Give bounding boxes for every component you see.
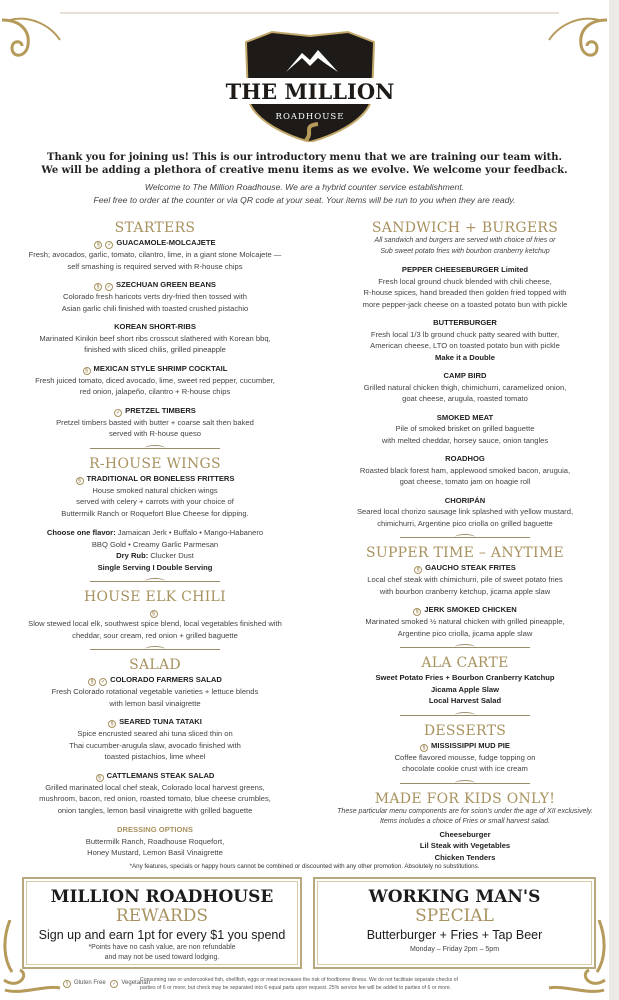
menu-column-right <box>315 220 615 863</box>
menu-item-description: served with R-house queso <box>108 429 202 438</box>
menu-item-description: more pepper-jack cheese on a toasted potato bun with pickle <box>362 299 568 309</box>
item-title: ROADHOG <box>445 454 485 463</box>
gluten-free-icon: § <box>88 678 96 686</box>
gluten-free-icon: § <box>94 283 102 291</box>
menu-item-description: Roasted black forest ham, applewood smoked bacon, aruguia, <box>359 465 571 475</box>
top-rule <box>60 12 559 14</box>
section-divider <box>400 531 530 543</box>
menu-item-description: red onion, jalapeño, cilantro + R-house chips <box>79 387 231 396</box>
item-title: TRADITIONAL OR BONELESS FRITTERS <box>86 473 235 483</box>
section-divider <box>400 777 530 789</box>
section-divider <box>90 643 220 655</box>
item-title: PEPPER CHEESEBURGER Limited <box>401 265 529 274</box>
gluten-free-icon: § <box>96 774 104 782</box>
menu-item-name <box>5 321 305 333</box>
menu-item-description: chocolate cookie crust with ice cream <box>402 764 528 773</box>
rewards-note: *Points have no cash value, are non refundable <box>88 944 236 951</box>
menu-item-description: served with celery + carrots with your choice of <box>76 497 234 506</box>
menu-item-description: Jicama Apple Slaw <box>430 684 500 694</box>
menu-item-description: These particular menu components are for scion's under the age of XII exclusively. <box>337 807 593 815</box>
vegetarian-icon: ✓ <box>106 284 112 290</box>
menu-item-description: cheddar, sour cream, red onion + grilled baguette <box>72 630 238 640</box>
item-title: SEARED TUNA TATAKI <box>119 717 202 726</box>
menu-item-description: goat cheese, arugula, roasted tomato <box>402 394 528 403</box>
special-hours: Monday – Friday 2pm – 5pm <box>409 946 500 953</box>
vegetarian-label: Vegetarian <box>121 980 151 986</box>
menu-item-description: Thai cucumber-arugula slaw, avocado finished with <box>69 740 241 750</box>
menu-item-name <box>5 279 305 291</box>
flavor-values: BBQ Gold • Creamy Garlic Parmesan <box>91 539 219 549</box>
menu-item-description: Spice encrusted seared ahi tuna sliced thin on <box>77 729 233 738</box>
item-title: COLORADO FARMERS SALAD <box>110 675 222 684</box>
logo-subtitle: ROADHOUSE <box>275 112 345 122</box>
section-divider <box>400 641 530 653</box>
menu-item-description: Seared local chorizo sausage link splashed with yellow mustard, <box>356 507 574 516</box>
vegetarian-icon: ✓ <box>100 679 106 685</box>
menu-item-description: Fresh local 1/3 lb ground chuck patty seared with butter, <box>370 329 560 339</box>
menu-item-description: Pretzel timbers basted with butter + coarse salt then baked <box>56 417 254 427</box>
menu-item-name <box>315 317 615 329</box>
menu-item-name <box>5 770 305 782</box>
rewards-title: MILLION ROADHOUSE <box>50 887 274 907</box>
gluten-free-icon: § <box>94 241 102 249</box>
section-divider <box>400 709 530 721</box>
section-heading: STARTERS <box>114 220 196 236</box>
menu-item-name <box>5 606 305 618</box>
item-title: SMOKED MEAT <box>436 412 494 422</box>
section-heading: MADE FOR KIDS ONLY! <box>374 790 556 807</box>
menu-item-description: R-house spices, hand breaded then golden fried topped with <box>363 288 567 297</box>
menu-item-description: Local Harvest Salad <box>428 696 502 705</box>
menu-item-name <box>315 495 615 507</box>
item-title: BUTTERBURGER <box>433 318 497 327</box>
menu-item-description: All sandwich and burgers are served with choice of fries or <box>374 237 556 244</box>
rewards-note: and may not be used toward lodging. <box>104 954 220 961</box>
flavor-label: Choose one flavor: <box>46 528 116 537</box>
menu-item-description: mushroom, bacon, red onion, roasted tomato, blue cheese crumbles, <box>39 794 271 803</box>
menu-item-description: Pile of smoked brisket on grilled baguette <box>395 424 535 433</box>
flavor-label: Single Serving I Double Serving <box>97 562 213 572</box>
menu-item-name <box>315 370 615 382</box>
menu-item-description: Grilled natural chicken thigh, chimichurri, caramelized onion, <box>363 382 567 392</box>
menu-item-description: Fresh Colorado rotational vegetable varieties + lettuce blends <box>51 687 259 696</box>
menu-item-description: finished with sliced chilis, grilled pineapple <box>84 345 226 354</box>
menu-item-name <box>5 716 305 728</box>
flavor-values: Jamaican Jerk • Buffalo • Mango-Habanero <box>115 528 264 537</box>
item-title: MEXICAN STYLE SHRIMP COCKTAIL <box>93 363 228 373</box>
section-heading: HOUSE ELK CHILI <box>84 589 226 605</box>
menu-item-name <box>5 363 305 375</box>
section-heading: ALA CARTE <box>421 655 509 671</box>
item-title: PRETZEL TIMBERS <box>125 405 196 415</box>
menu-item-description: Items includes a choice of Fries or small harvest salad. <box>379 818 550 825</box>
menu-item-description: toasted pistachios, lime wheel <box>104 752 206 761</box>
legal-disclaimer: Consuming raw or undercooked fish, shellfish, eggs or meat increases the risk of foodborne illness. We do not facilitate separate checks of parties of 6 or more; but check may be separated into 6 equal parts upon request. 25% service fee will be added to parties of 6 or more. <box>140 977 458 991</box>
item-title: GAUCHO STEAK FRITES <box>425 563 516 572</box>
gluten-free-icon: § <box>108 720 116 728</box>
item-title: SZECHUAN GREEN BEANS <box>116 280 216 289</box>
rewards-accent: REWARDS <box>115 906 209 926</box>
menu-item-description: Marinated smoked ½ natural chicken with grilled pineapple, <box>365 617 565 626</box>
menu-item-description: Cheeseburger <box>439 829 491 839</box>
menu-item-description: Buttermilk Ranch or Roquefort Blue Cheese for dipping. <box>61 508 249 518</box>
intro <box>0 151 609 207</box>
menu-item-description: Lil Steak with Vegetables <box>419 841 511 850</box>
vegetarian-icon: ✓ <box>107 242 112 248</box>
menu-item-description: onion tangles, lemon basil vinaigrette with grilled baguette <box>57 805 253 815</box>
menu-item-name <box>5 237 305 249</box>
menu-item-name <box>5 674 305 686</box>
menu-item-description: self smashing is required served with R-house chips <box>67 261 243 271</box>
menu-item-description: Fresh local ground chuck blended with chili cheese, <box>378 276 552 286</box>
section-divider <box>90 575 220 587</box>
gluten-free-label: Gluten Free <box>74 980 106 986</box>
item-title: MISSISSIPPI MUD PIE <box>431 740 510 750</box>
menu-item-description: Local chef steak with chimichurri, pile of sweet potato fries <box>367 575 563 584</box>
intro-line: We will be adding a plethora of creative menu items as we evolve. We welcome your feedback. <box>41 165 568 176</box>
menu-item-description: Slow stewed local elk, southwest spice blend, local vegetables finished with <box>28 619 282 628</box>
gluten-free-icon: § <box>150 610 158 618</box>
menu-item-name <box>315 562 615 574</box>
gluten-free-icon: § <box>414 566 422 574</box>
menu-item-description: with bourbon cranberry ketchup, jicama apple slaw <box>379 586 551 596</box>
menu-item-name <box>315 604 615 616</box>
flavor-options <box>5 527 305 573</box>
menu-item-description: chimichurri, Argentine pico criolla on grilled baguette <box>377 518 553 528</box>
intro-line: Thank you for joining us! This is our introductory menu that we are training our team with. <box>47 152 562 163</box>
menu-item-name <box>315 740 615 752</box>
menu-item-description: goat cheese, tomato jam on hoagie roll <box>399 477 531 486</box>
section-heading: SUPPER TIME – ANYTIME <box>365 545 565 561</box>
logo-title: THE MILLION <box>225 79 395 104</box>
menu-item-description: Coffee flavored mousse, fudge topping on <box>394 752 536 762</box>
special-accent: SPECIAL <box>415 906 494 926</box>
item-title: KOREAN SHORT-RIBS <box>114 322 196 331</box>
menu-item-description: Colorado fresh haricots verts dry-fried then tossed with <box>62 292 248 301</box>
menu-item-description: with melted cheddar, horsey sauce, onion tangles <box>381 435 549 445</box>
welcome-line: Feel free to order at the counter or via QR code at your seat. Your items will be run to you when they are ready. <box>93 195 516 205</box>
vegetarian-icon: ✓ <box>112 981 117 987</box>
gluten-free-icon: § <box>83 367 91 375</box>
section-heading: DESSERTS <box>423 722 507 739</box>
item-title: CAMP BIRD <box>443 371 487 380</box>
corner-ornament-top-right <box>539 10 609 70</box>
vegetarian-icon: ✓ <box>116 409 121 416</box>
menu-item-description: Chicken Tenders <box>434 852 496 862</box>
rewards-box <box>22 877 302 969</box>
menu-item-description: Marinated Kinikin beef short ribs crosscut slathered with Korean bbq, <box>39 333 271 343</box>
menu-item-description: with lemon basil vinaigrette <box>109 698 201 708</box>
menu-item-description: Argentine pico criolla, jicama apple slaw <box>397 628 533 638</box>
menu-item-description: House smoked natural chicken wings <box>92 485 218 495</box>
item-title: GUACAMOLE-MOLCAJETE <box>116 238 216 247</box>
menu-item-description: Buttermilk Ranch, Roadhouse Roquefort, <box>85 836 225 846</box>
menu-item-name <box>5 405 305 417</box>
rewards-tagline: Sign up and earn 1pt for every $1 you spend <box>38 928 286 942</box>
menu-item-extra: Make it a Double <box>435 352 495 362</box>
promotion-footnote: *Any features, specials or happy hours cannot be combined or discounted with any other promotion. Absolutely no substitutions. <box>129 863 480 870</box>
special-tagline: Butterburger + Fries + Tap Beer <box>366 928 543 942</box>
item-title: JERK SMOKED CHICKEN <box>424 605 517 614</box>
logo <box>222 26 398 142</box>
flavor-line <box>5 527 305 539</box>
item-title: CATTLEMANS STEAK SALAD <box>106 770 215 780</box>
menu-item-name <box>5 473 305 485</box>
menu-item-description: Sweet Potato Fries + Bourbon Cranberry Katchup <box>375 673 555 682</box>
menu-item-name <box>315 412 615 424</box>
menu-item-description: Fresh juiced tomato, diced avocado, lime, sweet red pepper, cucumber, <box>35 375 275 385</box>
gluten-free-icon: § <box>63 980 71 988</box>
section-divider <box>90 442 220 454</box>
gluten-free-icon: § <box>413 608 421 616</box>
menu-item-description: Honey Mustard, Lemon Basil Vinaigrette <box>87 848 223 857</box>
flavor-line <box>5 550 305 562</box>
special-title: WORKING MAN'S <box>368 887 541 907</box>
gluten-free-icon: § <box>76 477 84 485</box>
section-heading: SALAD <box>129 657 181 673</box>
flavor-line <box>5 562 305 574</box>
menu-item-description: Asian garlic chili finished with toasted crushed pistachio <box>61 303 249 313</box>
menu-item-description: American cheese, LTO on toasted potato bun with pickle <box>370 341 560 350</box>
corner-ornament-top-left <box>0 10 70 70</box>
section-heading: R-HOUSE WINGS <box>89 455 221 472</box>
menu-item-description: Grilled marinated local chef steak, Colorado local harvest greens, <box>45 782 265 792</box>
menu-item-name <box>315 453 615 465</box>
subheading: DRESSING OPTIONS <box>117 825 193 834</box>
flavor-label: Dry Rub: <box>116 551 149 560</box>
flavor-line <box>5 539 305 551</box>
menu-column-left <box>5 220 305 859</box>
menu-item-description: Fresh; avocados, garlic, tomato, cilantro, lime, in a giant stone Molcajete — <box>28 250 282 259</box>
welcome-line: Welcome to The Million Roadhouse. We are a hybrid counter service establishment. <box>144 182 465 192</box>
menu-item-description: Sub sweet potato fries with bourbon cranberry ketchup <box>380 247 550 255</box>
item-title: CHORIPÁN <box>444 495 486 505</box>
menu-item-name <box>315 264 615 276</box>
gluten-free-icon: § <box>420 744 428 752</box>
special-box <box>313 877 596 969</box>
flavor-values: Clucker Dust <box>148 551 194 560</box>
section-heading: SANDWICH + BURGERS <box>371 220 559 236</box>
